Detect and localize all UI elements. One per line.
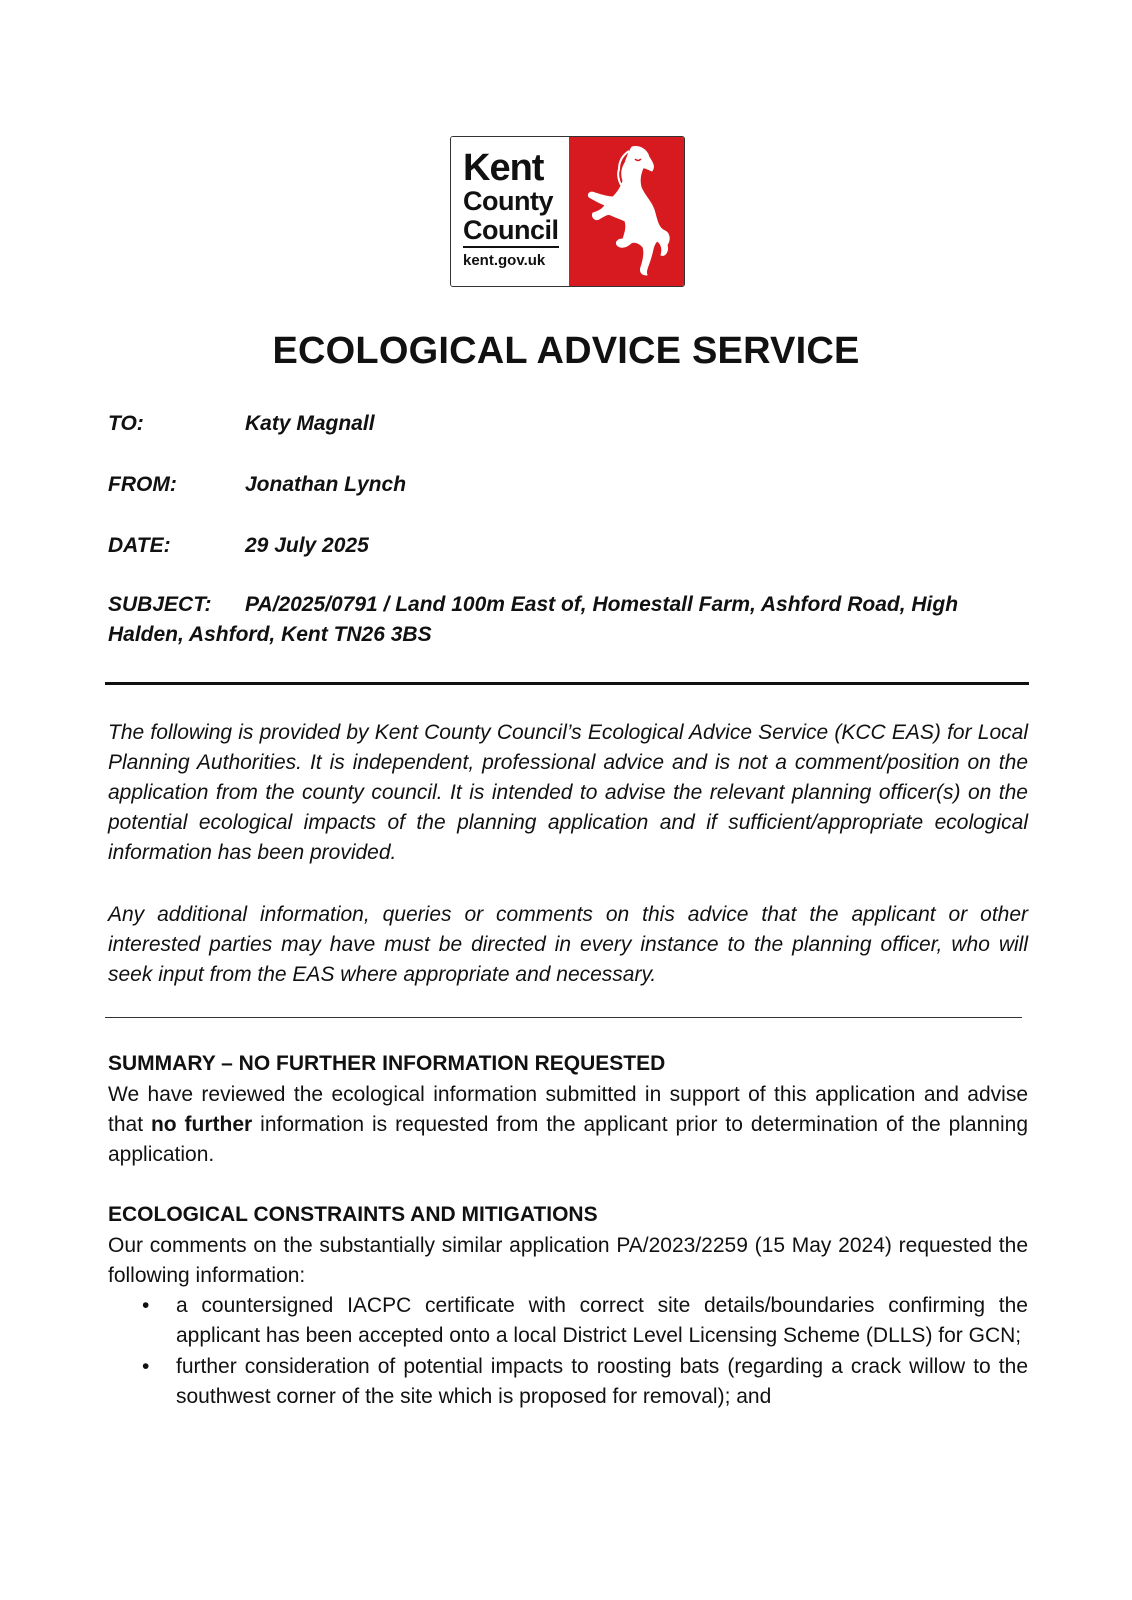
logo-wordmark bbox=[451, 137, 569, 286]
list-item-text: a countersigned IACPC certificate with correct site details/boundaries confirming the applicant has been accepted onto a local District Level Licensing Scheme (DLLS) for GCN; bbox=[176, 1294, 1028, 1347]
logo-line-county: County bbox=[463, 186, 553, 216]
memo-from-label: FROM: bbox=[108, 473, 177, 496]
memo-date-label: DATE: bbox=[108, 534, 171, 557]
memo-subject-value: PA/2025/0791 / Land 100m East of, Homestall Farm, Ashford Road, High Halden, Ashford, Kent TN26 3BS bbox=[108, 593, 959, 646]
constraints-intro: Our comments on the substantially similar application PA/2023/2259 (15 May 2024) requested the following information: bbox=[108, 1234, 1028, 1287]
summary-text-bold: no further bbox=[150, 1113, 253, 1136]
bullet-icon: • bbox=[142, 1355, 150, 1378]
logo-line-kent: Kent bbox=[463, 147, 544, 189]
list-item bbox=[108, 1352, 1028, 1412]
intro-paragraph-2: Any additional information, queries or comments on this advice that the applicant or other interested parties may have must be directed in every instance to the planning officer, who will seek input from the EAS where appropriate and necessary. bbox=[108, 903, 1028, 986]
memo-subject-label: SUBJECT: bbox=[108, 593, 212, 616]
memo-from-row bbox=[108, 473, 406, 497]
list-item-text: further consideration of potential impacts to roosting bats (regarding a crack willow to the southwest corner of the site which is proposed for removal); and bbox=[176, 1355, 1028, 1408]
memo-date-value: 29 July 2025 bbox=[245, 534, 369, 557]
bullet-icon: • bbox=[142, 1294, 150, 1317]
memo-from-value: Jonathan Lynch bbox=[245, 473, 407, 496]
memo-subject-row bbox=[108, 590, 1028, 650]
constraints-list bbox=[108, 1291, 1028, 1413]
kent-county-council-logo bbox=[450, 136, 685, 287]
list-item bbox=[108, 1291, 1028, 1351]
logo-url: kent.gov.uk bbox=[463, 252, 546, 269]
summary-text-before: We have reviewed the ecological information submitted in support of this application and advise that bbox=[108, 1083, 1028, 1136]
white-horse-rampant-icon bbox=[569, 137, 684, 286]
memo-to-row bbox=[108, 412, 375, 436]
summary-paragraph bbox=[108, 1080, 1028, 1170]
summary-text-after: information is requested from the applicant prior to determination of the planning application. bbox=[108, 1113, 1028, 1166]
memo-date-row bbox=[108, 534, 369, 558]
summary-heading: SUMMARY – NO FURTHER INFORMATION REQUESTED bbox=[108, 1052, 666, 1075]
intro-divider bbox=[105, 1017, 1022, 1018]
intro-paragraph-1: The following is provided by Kent County Council’s Ecological Advice Service (KCC EAS) for Local Planning Authorities. It is independent, professional advice and is not a comment/position on the application from the county council. It is intended to advise the relevant planning officer(s) on the potential ecological impacts of the planning application and if sufficient/appropriate ecological information has been provided. bbox=[108, 721, 1028, 864]
memo-to-label: TO: bbox=[108, 412, 144, 435]
page-title: ECOLOGICAL ADVICE SERVICE bbox=[272, 330, 860, 372]
constraints-heading: ECOLOGICAL CONSTRAINTS AND MITIGATIONS bbox=[108, 1203, 598, 1226]
header-divider bbox=[105, 682, 1029, 685]
memo-to-value: Katy Magnall bbox=[245, 412, 375, 435]
logo-line-council: Council bbox=[463, 216, 559, 248]
